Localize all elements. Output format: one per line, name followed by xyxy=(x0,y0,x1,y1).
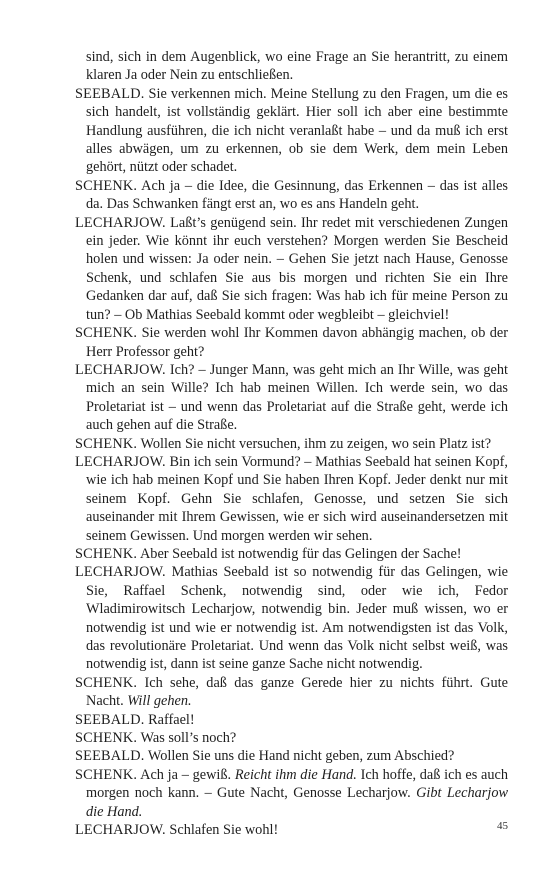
spoken-text: Mathias Seebald ist so notwendig für das Gelingen, wie Sie, Raffael Schenk, notwendig sind, oder wie ich, Fedor Wladimirowitsch Lecharjow, notwendig bin. Jeder muß wissen, wo er notwendig ist und wie er notwendig ist. Am notwendigsten ist das Volk, das revolutionäre Proletariat. Und wenn das Volk nicht selbst weiß, was notwendig ist, dann ist seine ganze Sache nicht notwendig. xyxy=(86,564,509,673)
spoken-text: Wollen Sie uns die Hand nicht geben, zum Abschied? xyxy=(147,748,455,765)
speaker-name: SEEBALD. xyxy=(75,748,145,765)
stage-direction: Gibt Lecharjow die Hand. xyxy=(86,785,509,820)
dialogue-line xyxy=(75,711,508,729)
spoken-text: Laßt’s genügend sein. Ihr redet mit verschiedenen Zungen ein jeder. Wie könnt ihr euch verstehen? Morgen werden Sie Bescheid holen und wissen: Ja oder nein. – Gehen Sie jetzt nach Hause, Genosse Schenk, und schlafen Sie aus bis morgen und richten Sie ein Ihre Gedanken dar auf, daß Sie sich fragen: Was hab ich für meine Person zu tun? – Ob Mathias Seebald kommt oder wegbleibt – gleichviel! xyxy=(86,214,508,323)
spoken-text: Wollen Sie nicht versuchen, ihm zu zeigen, wo sein Platz ist? xyxy=(140,435,492,452)
stage-direction: Will gehen. xyxy=(127,693,192,710)
dialogue-line xyxy=(75,48,508,85)
stage-direction: Reicht ihm die Hand. xyxy=(234,766,357,783)
book-page xyxy=(75,48,508,839)
dialogue-line xyxy=(75,729,508,747)
spoken-text: Sie werden wohl Ihr Kommen davon abhängig machen, ob der Herr Professor geht? xyxy=(86,325,508,360)
dialogue-line xyxy=(75,545,508,563)
dialogue-line xyxy=(75,324,508,361)
spoken-text: Ach ja – gewiß. xyxy=(140,766,235,783)
dialogue-line xyxy=(75,674,508,711)
spoken-text: Ich hoffe, daß ich es auch morgen noch kann. – Gute Nacht, Genosse Lecharjow. xyxy=(86,766,508,802)
speaker-name: LECHARJOW. xyxy=(75,453,166,470)
dialogue-line xyxy=(75,435,508,453)
speaker-name: LECHARJOW. xyxy=(75,822,166,839)
speaker-name: LECHARJOW. xyxy=(75,361,166,378)
dialogue-line xyxy=(75,453,508,545)
speaker-name: SCHENK. xyxy=(75,177,138,194)
speaker-name: SCHENK. xyxy=(75,435,138,452)
speaker-name: SCHENK. xyxy=(75,325,138,342)
dialogue-line xyxy=(75,766,508,821)
spoken-text: Raffael! xyxy=(148,711,195,728)
spoken-text: sind, sich in dem Augenblick, wo eine Frage an Sie herantritt, zu einem klaren Ja oder Nein zu entschließen. xyxy=(86,49,508,84)
speaker-name: SCHENK. xyxy=(75,766,138,783)
speaker-name: SCHENK. xyxy=(75,674,138,691)
dialogue-line xyxy=(75,177,508,214)
spoken-text: Ich? – Junger Mann, was geht mich an Ihr Wille, was geht mich an sein Wille? Ich hab meinen Willen. Ich werde sein, wo das Proletariat ist – und wenn das Proletariat auf die Straße geht, werde ich auch gehen auf die Straße. xyxy=(86,361,509,434)
dialogue-line xyxy=(75,747,508,765)
spoken-text: Schlafen Sie wohl! xyxy=(169,822,279,839)
dialogue-line xyxy=(75,821,508,839)
speaker-name: LECHARJOW. xyxy=(75,564,166,581)
dialogue-line xyxy=(75,361,508,435)
spoken-text: Ach ja – die Idee, die Gesinnung, das Erkennen – das ist alles da. Das Schwanken fängt erst an, wo es ans Handeln geht. xyxy=(86,177,508,213)
spoken-text: Sie verkennen mich. Meine Stellung zu den Fragen, um die es sich handelt, ist vollständig geklärt. Hier soll ich aber eine bestimmte Handlung ausführen, die ich nicht veranlaßt habe – und da muß ich erst alles abwägen, um zu erkennen, ob sie dem Werk, dem mein Leben gehört, nützt oder schadet. xyxy=(86,85,509,176)
spoken-text: Ich sehe, daß das ganze Gerede hier zu nichts führt. Gute Nacht. xyxy=(86,674,508,710)
spoken-text: Was soll’s noch? xyxy=(140,730,237,747)
page-number: 45 xyxy=(497,820,508,832)
speaker-name: SCHENK. xyxy=(75,545,138,562)
speaker-name: SEEBALD. xyxy=(75,711,145,728)
speaker-name: LECHARJOW. xyxy=(75,214,166,231)
play-dialogue xyxy=(75,48,508,839)
spoken-text: Bin ich sein Vormund? – Mathias Seebald hat seinen Kopf, wie ich hab meinen Kopf und Sie haben Ihren Kopf. Jeder denkt nur mit seinem Kopf. Gehn Sie schlafen, Genosse, und setzen Sie sich auseinander mit Ihrem Gewissen, wie er sich wird auseinandersetzen mit seinem Gewissen. Und morgen werden wir sehen. xyxy=(86,453,508,544)
speaker-name: SCHENK. xyxy=(75,730,138,747)
dialogue-line xyxy=(75,85,508,177)
dialogue-line xyxy=(75,563,508,673)
speaker-name: SEEBALD. xyxy=(75,85,145,102)
dialogue-line xyxy=(75,214,508,324)
spoken-text: Aber Seebald ist notwendig für das Gelingen der Sache! xyxy=(139,545,462,562)
